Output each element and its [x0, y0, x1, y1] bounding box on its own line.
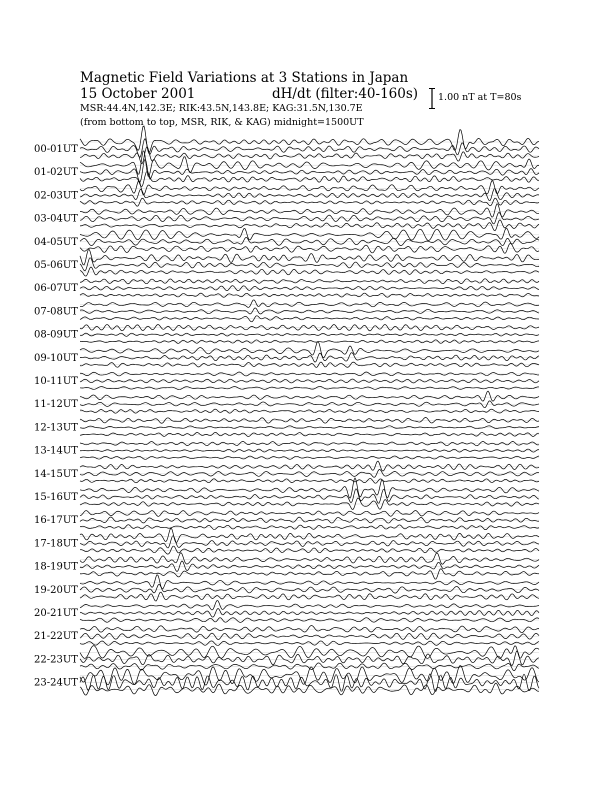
hour-label: 03-04UT	[34, 213, 78, 225]
chart-quantity: dH/dt (filter:40-160s)	[272, 86, 419, 102]
trace-kag	[80, 391, 539, 401]
hour-labels	[34, 144, 78, 689]
trace-msr	[80, 569, 539, 579]
hour-label: 11-12UT	[34, 399, 78, 411]
station-order-note: (from bottom to top, MSR, RIK, & KAG) midnight=1500UT	[80, 117, 364, 128]
hour-label: 16-17UT	[34, 515, 78, 527]
trace-kag	[80, 461, 539, 471]
trace-kag	[80, 228, 539, 240]
trace-kag	[80, 553, 539, 564]
hour-label: 15-16UT	[34, 492, 78, 503]
trace-kag	[80, 601, 539, 610]
hour-label: 19-20UT	[34, 584, 78, 596]
trace-kag	[80, 249, 539, 265]
trace-rik	[80, 470, 539, 478]
trace-msr	[80, 243, 539, 253]
trace-rik	[80, 536, 539, 548]
hour-label: 00-01UT	[34, 144, 78, 155]
trace-kag	[80, 204, 539, 217]
trace-msr	[80, 546, 539, 554]
trace-msr	[80, 498, 539, 509]
hour-label: 18-19UT	[34, 561, 78, 573]
hour-label: 01-02UT	[34, 167, 78, 179]
hour-label: 07-08UT	[34, 306, 78, 318]
trace-rik	[80, 139, 539, 158]
chart-title: Magnetic Field Variations at 3 Stations in Japan	[80, 70, 409, 86]
trace-rik	[80, 426, 539, 429]
hour-label: 21-22UT	[34, 631, 78, 643]
traces	[80, 126, 539, 696]
trace-rik	[80, 308, 539, 314]
hour-label: 08-09UT	[34, 329, 78, 341]
hour-label: 05-06UT	[34, 260, 78, 271]
trace-kag	[80, 646, 539, 659]
trace-kag	[80, 181, 539, 195]
trace-msr	[80, 432, 539, 436]
chart-date: 15 October 2001	[80, 86, 196, 102]
trace-rik	[80, 561, 539, 572]
hour-label: 17-18UT	[34, 538, 78, 550]
hour-label: 12-13UT	[34, 422, 78, 434]
hour-label: 14-15UT	[34, 468, 78, 480]
trace-rik	[80, 258, 539, 271]
trace-kag	[80, 300, 539, 307]
hour-label: 20-21UT	[34, 608, 78, 619]
trace-rik	[80, 237, 539, 245]
trace-msr	[80, 267, 539, 276]
trace-kag	[80, 666, 539, 686]
scale-label: 1.00 nT at T=80s	[438, 92, 522, 103]
trace-kag	[80, 511, 539, 517]
hour-label: 22-23UT	[34, 654, 78, 666]
hour-label: 09-10UT	[34, 352, 78, 364]
trace-kag	[80, 341, 539, 357]
trace-kag	[80, 575, 539, 589]
hour-label: 23-24UT	[34, 677, 78, 689]
trace-msr	[80, 172, 539, 187]
hour-label: 13-14UT	[34, 445, 78, 457]
trace-kag	[80, 528, 539, 542]
trace-msr	[80, 198, 539, 206]
station-coordinates: MSR:44.4N,142.3E; RIK:43.5N,143.8E; KAG:31.5N,130.7E	[80, 103, 363, 114]
hour-label: 10-11UT	[34, 376, 78, 387]
hour-label: 02-03UT	[34, 190, 78, 202]
trace-rik	[80, 584, 539, 593]
trace-rik	[80, 212, 539, 223]
trace-rik	[80, 353, 539, 363]
hour-label: 04-05UT	[34, 236, 78, 248]
hour-label: 06-07UT	[34, 283, 78, 295]
trace-msr	[80, 220, 539, 231]
trace-msr	[80, 316, 539, 322]
